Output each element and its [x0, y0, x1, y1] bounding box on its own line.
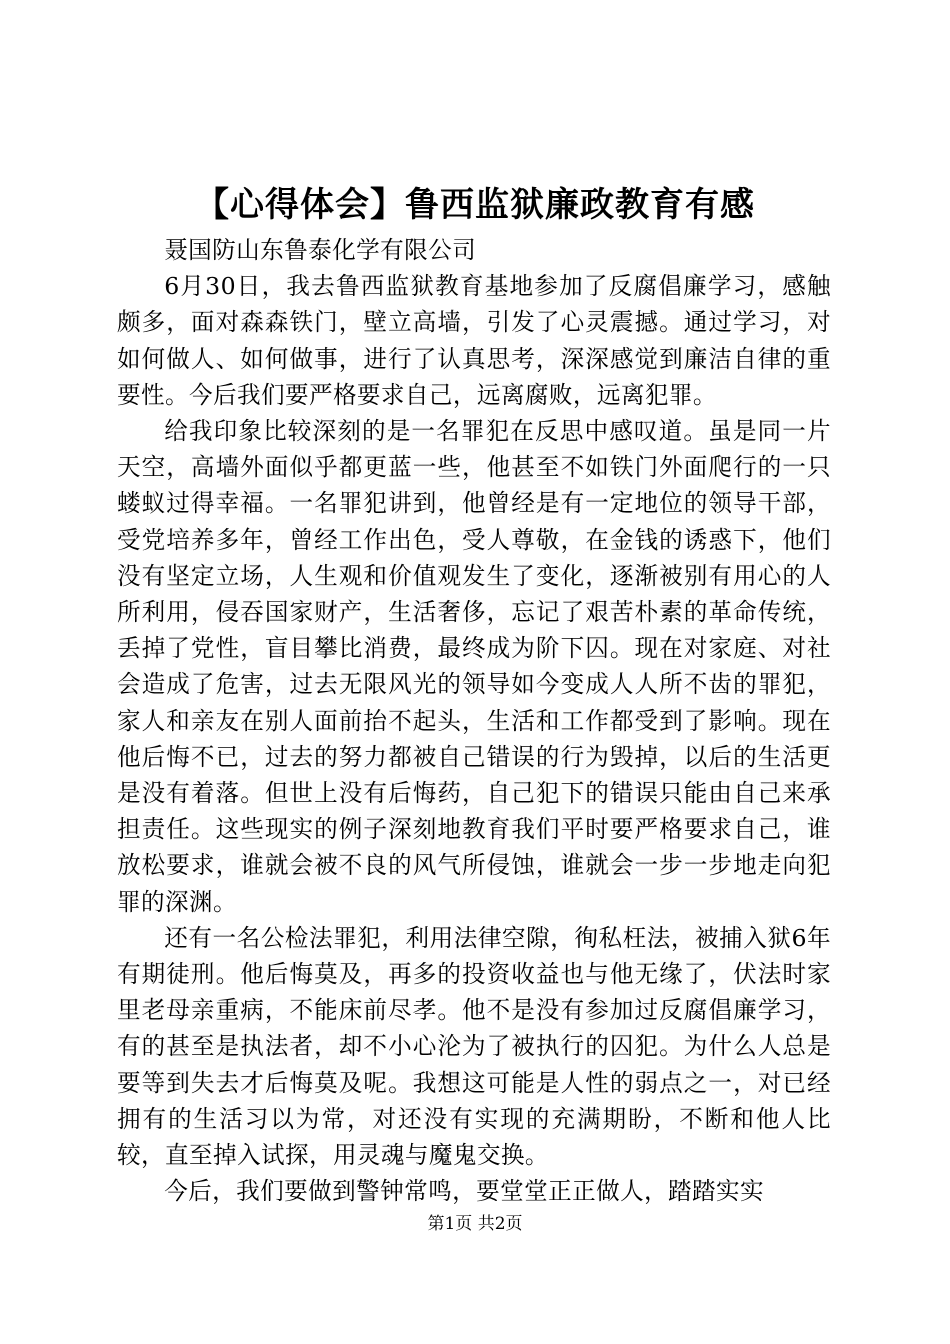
paragraph: 还有一名公检法罪犯，利用法律空隙，徇私枉法，被捕入狱6年有期徒刑。他后悔莫及，再多的投资收益也与他无缘了，伏法时家里老母亲重病，不能床前尽孝。他不是没有参加过反腐倡廉学习，有的甚至是执法者，却不小心沦为了被执行的囚犯。为什么人总是要等到失去才后悔莫及呢。我想这可能是人性的弱点之一，对已经拥有的生活习以为常，对还没有实现的充满期盼，不断和他人比较，直至掉入试探，用灵魂与魔鬼交换。	[117, 923, 831, 1170]
author-line: 聂国防山东鲁泰化学有限公司	[164, 236, 477, 264]
paragraph: 今后，我们要做到警钟常鸣，要堂堂正正做人，踏踏实实	[164, 1177, 765, 1206]
page-number: 第1页 共2页	[427, 1214, 523, 1234]
document-title: 【心得体会】鲁西监狱廉政教育有感	[195, 185, 755, 225]
paragraph: 6月30日，我去鲁西监狱教育基地参加了反腐倡廉学习，感触颇多，面对森森铁门，壁立高墙，引发了心灵震撼。通过学习，对如何做人、如何做事，进行了认真思考，深深感觉到廉洁自律的重要性。今后我们要严格要求自己，远离腐败，远离犯罪。	[117, 272, 831, 409]
document-body	[117, 232, 831, 1209]
paragraph: 给我印象比较深刻的是一名罪犯在反思中感叹道。虽是同一片天空，高墙外面似乎都更蓝一些，他甚至不如铁门外面爬行的一只蝼蚁过得幸福。一名罪犯讲到，他曾经是有一定地位的领导干部，受党培养多年，曾经工作出色，受人尊敬，在金钱的诱惑下，他们没有坚定立场，人生观和价值观发生了变化，逐渐被别有用心的人所利用，侵吞国家财产，生活奢侈，忘记了艰苦朴素的革命传统，丢掉了党性，盲目攀比消费，最终成为阶下囚。现在对家庭、对社会造成了危害，过去无限风光的领导如今变成人人所不齿的罪犯，家人和亲友在别人面前抬不起头，生活和工作都受到了影响。现在他后悔不已，过去的努力都被自己错误的行为毁掉，以后的生活更是没有着落。但世上没有后悔药，自己犯下的错误只能由自己来承担责任。这些现实的例子深刻地教育我们平时要严格要求自己，谁放松要求，谁就会被不良的风气所侵蚀，谁就会一步一步地走向犯罪的深渊。	[117, 417, 831, 916]
